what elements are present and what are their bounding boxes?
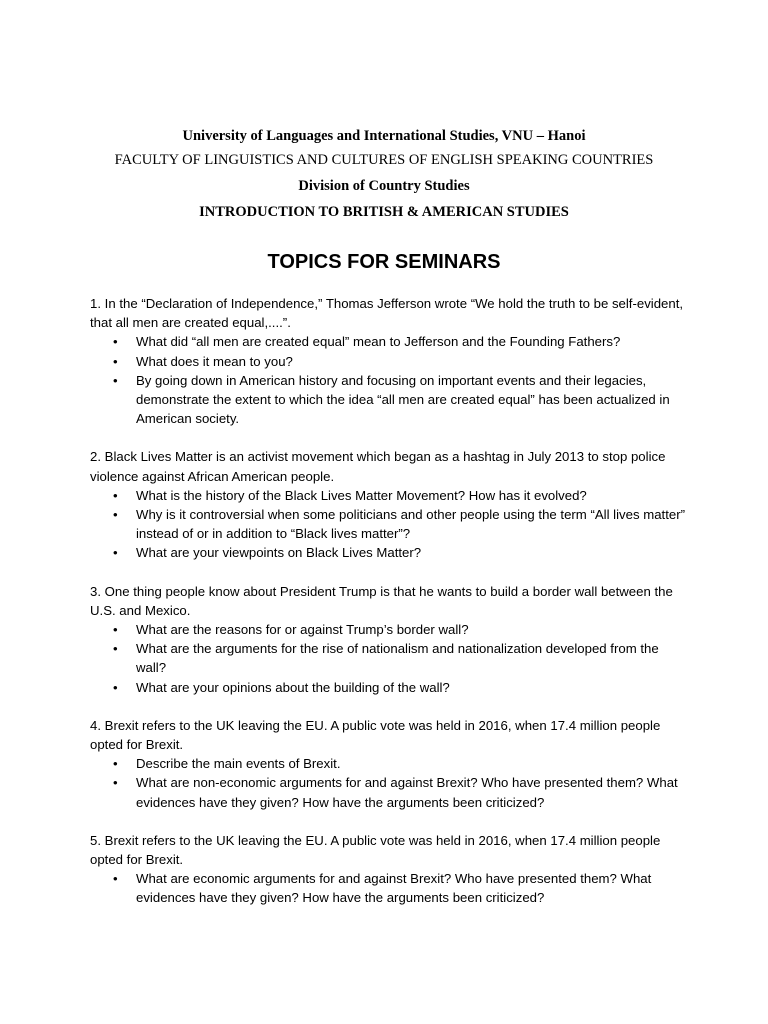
question-item: [90, 773, 690, 811]
topic-intro: 4. Brexit refers to the UK leaving the EU. A public vote was held in 2016, when 17.4 million people opted for Brexit.: [90, 717, 661, 753]
bullet-icon: •: [113, 641, 118, 657]
question-list: [90, 869, 690, 907]
course-name: INTRODUCTION TO BRITISH & AMERICAN STUDIES: [199, 204, 569, 220]
question-text: What are economic arguments for and against Brexit? Who have presented them? What evidences have they given? How have the arguments been criticized?: [136, 871, 652, 906]
question-item: [90, 332, 690, 351]
bullet-icon: •: [113, 871, 118, 887]
question-list: [90, 754, 690, 812]
question-text: What are non-economic arguments for and against Brexit? Who have presented them? What evidences have they given? How have the arguments been criticized?: [136, 775, 678, 810]
question-text: What are your opinions about the building of the wall?: [136, 679, 450, 695]
question-item: [90, 352, 690, 371]
topics-list: [90, 294, 690, 908]
topic-intro: 5. Brexit refers to the UK leaving the EU. A public vote was held in 2016, when 17.4 million people opted for Brexit.: [90, 832, 661, 868]
topic-item: [90, 294, 690, 428]
question-text: What does it mean to you?: [136, 353, 293, 369]
question-item: [90, 486, 690, 505]
question-list: [90, 620, 690, 697]
question-text: What are the arguments for the rise of nationalism and nationalization developed from the wall?: [136, 641, 659, 676]
bullet-icon: •: [113, 775, 118, 791]
question-item: [90, 869, 690, 907]
question-text: By going down in American history and focusing on important events and their legacies, demonstrate the extent to which the idea “all men are created equal” has been actualized in American society.: [136, 372, 670, 427]
page-title: TOPICS FOR SEMINARS: [267, 251, 501, 273]
topic-item: [90, 447, 690, 562]
question-list: [90, 486, 690, 563]
bullet-icon: •: [113, 487, 118, 503]
university-name: University of Languages and International Studies, VNU – Hanoi: [182, 128, 586, 144]
bullet-icon: •: [113, 507, 118, 523]
bullet-icon: •: [113, 334, 118, 350]
bullet-icon: •: [113, 622, 118, 638]
question-text: What is the history of the Black Lives Matter Movement? How has it evolved?: [136, 487, 587, 503]
question-item: [90, 639, 690, 677]
bullet-icon: •: [113, 679, 118, 695]
division-name: Division of Country Studies: [298, 178, 470, 194]
question-text: Why is it controversial when some politicians and other people using the term “All lives matter” instead of or in addition to “Black lives matter”?: [136, 507, 685, 542]
question-item: [90, 620, 690, 639]
question-list: [90, 332, 690, 428]
bullet-icon: •: [113, 756, 118, 772]
topic-item: [90, 716, 690, 812]
topic-intro: 2. Black Lives Matter is an activist movement which began as a hashtag in July 2013 to stop police violence against African American people.: [90, 449, 666, 484]
topic-intro: 3. One thing people know about President Trump is that he wants to build a border wall between the U.S. and Mexico.: [90, 583, 673, 618]
question-text: What did “all men are created equal” mean to Jefferson and the Founding Fathers?: [136, 334, 621, 350]
bullet-icon: •: [113, 545, 118, 561]
topic-intro: 1. In the “Declaration of Independence,” Thomas Jefferson wrote “We hold the truth to be self-evident, that all men are created equal,....”.: [90, 296, 684, 331]
question-item: [90, 543, 690, 562]
bullet-icon: •: [113, 372, 118, 388]
question-text: What are the reasons for or against Trump’s border wall?: [136, 622, 469, 638]
question-text: What are your viewpoints on Black Lives Matter?: [136, 545, 422, 561]
question-item: [90, 754, 690, 773]
topic-item: [90, 582, 690, 697]
bullet-icon: •: [113, 353, 118, 369]
faculty-name: FACULTY OF LINGUISTICS AND CULTURES OF ENGLISH SPEAKING COUNTRIES: [114, 152, 654, 168]
topic-item: [90, 831, 690, 908]
question-item: [90, 371, 690, 429]
question-item: [90, 678, 690, 697]
question-item: [90, 505, 690, 543]
question-text: Describe the main events of Brexit.: [136, 756, 341, 772]
